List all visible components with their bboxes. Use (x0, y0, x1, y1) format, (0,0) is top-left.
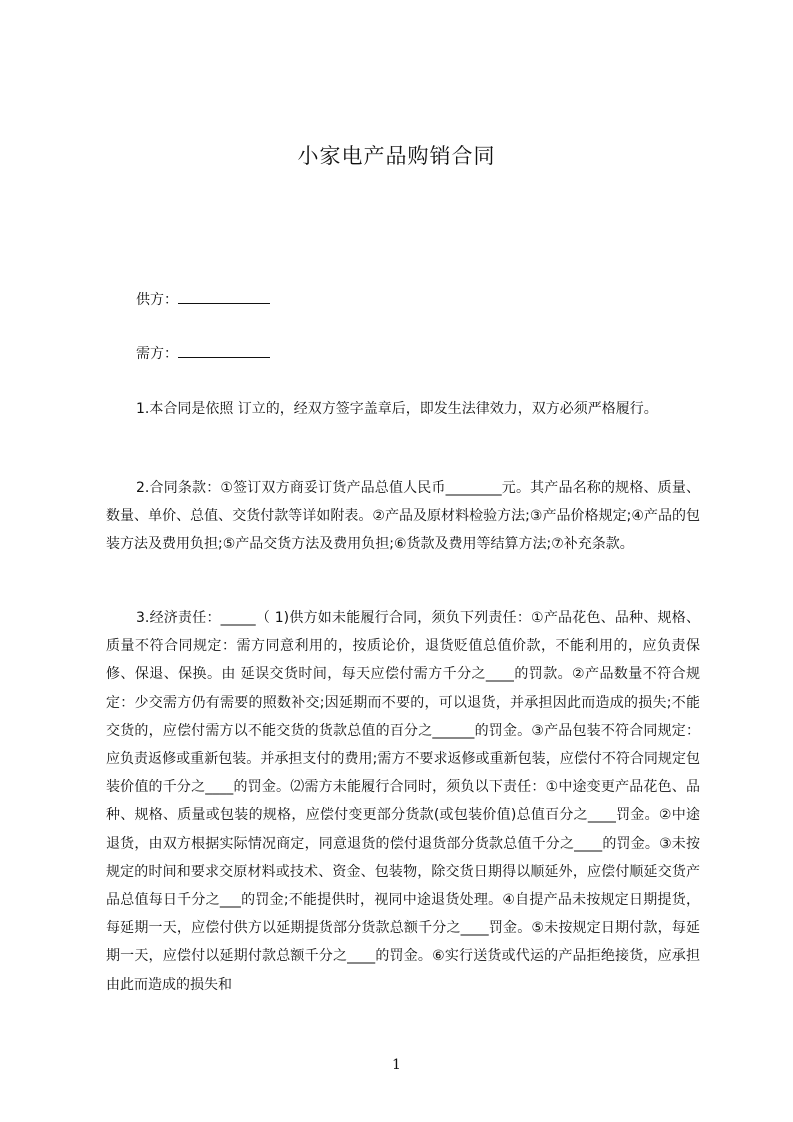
supplier-label: 供方： (136, 292, 178, 308)
clause-3-paragraph: 3.经济责任：_____（ 1)供方如未能履行合同，须负下列责任：①产品花色、品种、规格、质量不符合同规定：需方同意利用的，按质论价，退货贬值总值价款，不能利用的，应负责保修、保退、保换。由 延误交货时间，每天应偿付需方千分之____的罚款。②产品数量不符合规定：少交需方仍有需要的照数补交;因延期而不要的，可以退货，并承担因此而造成的损失;不能交货的，应偿付需方以不能交货的货款总值的百分之______的罚金。③产品包装不符合同规定：应负责返修或重新包装。并承担支付的费用;需方不要求返修或重新包装，应偿付不符合同规定包装价值的千分之____的罚金。⑵需方未能履行合同时，须负以下责任：①中途变更产品花色、品种、规格、质量或包装的规格，应偿付变更部分货款(或包装价值)总值百分之____罚金。②中途退货，由双方根据实际情况商定，同意退货的偿付退货部分货款总值千分之____的罚金。③未按规定的时间和要求交原材料或技术、资金、包装物，除交货日期得以顺延外，应偿付顺延交货产品总值每日千分之___的罚金;不能提供时，视同中途退货处理。④自提产品未按规定日期提货，每延期一天，应偿付供方以延期提货部分货款总额千分之____罚金。⑤未按规定日期付款，每延期一天，应偿付以延期付款总额千分之____的罚金。⑥实行送货或代运的产品拒绝接货，应承担由此而造成的损失和 (106, 610, 700, 993)
buyer-label: 需方： (136, 346, 178, 362)
document-title: 小家电产品购销合同 (297, 144, 496, 168)
page-number: 1 (392, 1057, 401, 1073)
buyer-line (136, 345, 270, 363)
supplier-blank (178, 291, 270, 304)
buyer-blank (178, 345, 270, 358)
clause-1-paragraph: 1.本合同是依照 订立的，经双方签字盖章后，即发生法律效力，双方必须严格履行。 (136, 401, 658, 417)
clause-2-paragraph: 2.合同条款：①签订双方商妥订货产品总值人民币________元。其产品名称的规格、质量、数量、单价、总值、交货付款等详如附表。②产品及原材料检验方法;③产品价格规定;④产品的包装方法及费用负担;⑤产品交货方法及费用负担;⑥货款及费用等结算方法;⑦补充条款。 (106, 480, 700, 553)
supplier-line (136, 291, 270, 309)
